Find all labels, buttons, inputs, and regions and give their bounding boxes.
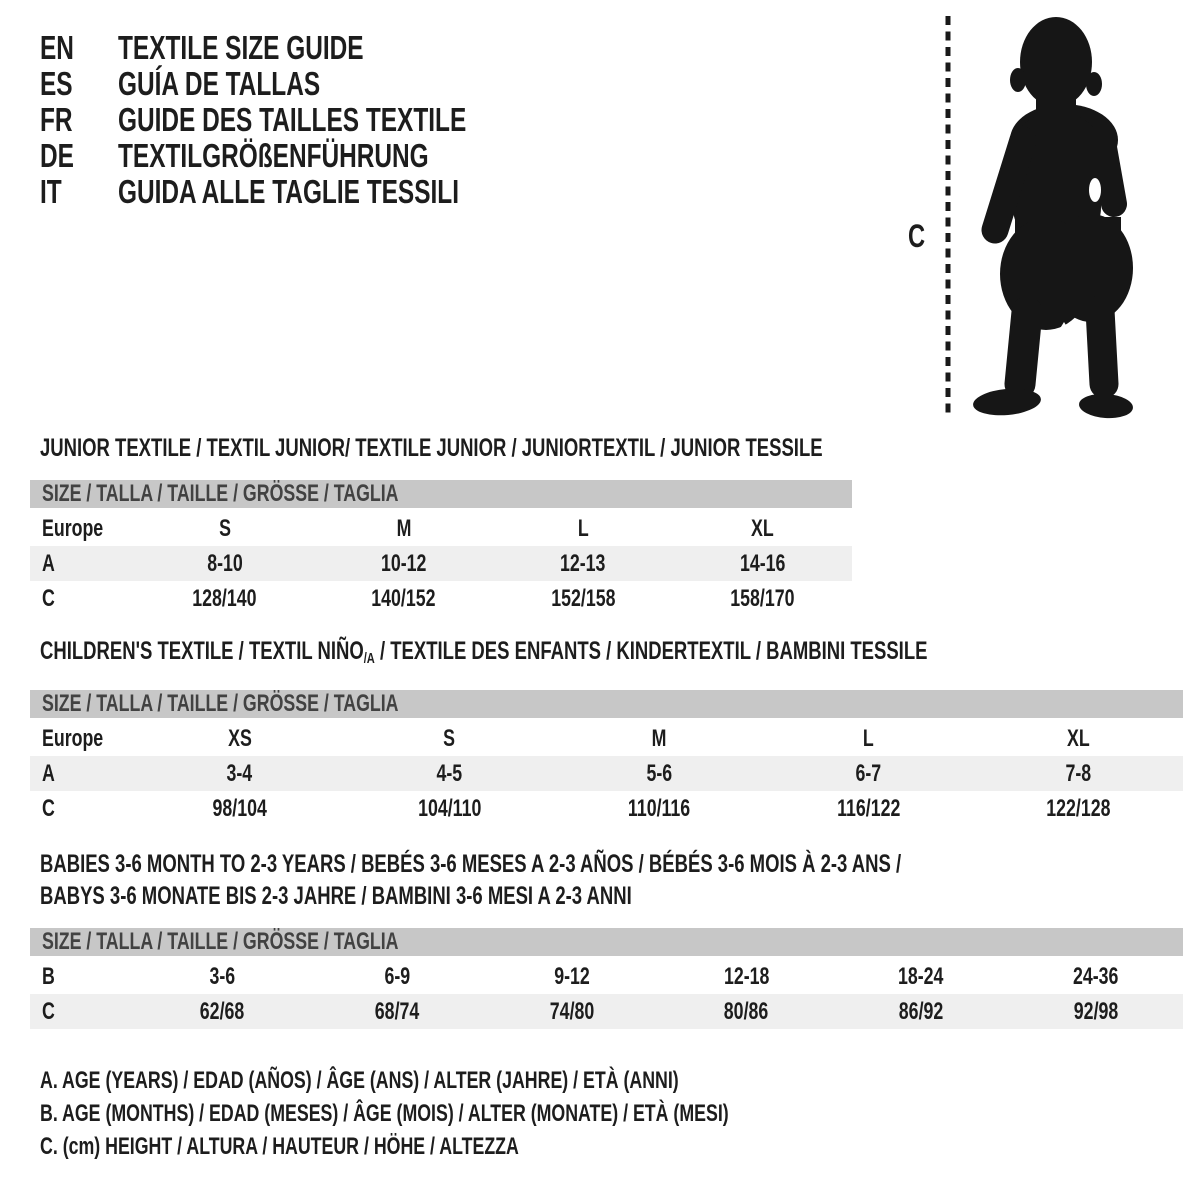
size-cell: L <box>577 514 589 542</box>
value-cell: 9-12 <box>553 962 590 990</box>
language-code: EN <box>40 29 74 66</box>
language-code: IT <box>40 173 62 210</box>
legend-height-text: C. (cm) HEIGHT / ALTURA / HAUTEUR / HÖHE / ALTEZZA <box>40 1132 519 1160</box>
children-size-table <box>30 690 1183 826</box>
size-cell: S <box>443 724 456 752</box>
table-row-age <box>30 756 1183 791</box>
language-row-de <box>40 138 589 174</box>
size-header-band <box>30 690 1183 718</box>
value-cell: 4-5 <box>436 759 463 787</box>
value-cell: 92/98 <box>1073 997 1118 1025</box>
size-cell: XL <box>1066 724 1090 752</box>
row-label: C <box>42 997 55 1025</box>
heading-subscript: /A <box>363 650 375 667</box>
section-heading-junior <box>40 434 1098 462</box>
legend <box>40 1064 971 1163</box>
value-cell: 62/68 <box>200 997 245 1025</box>
value-cell: 116/122 <box>836 794 901 822</box>
size-cell: L <box>863 724 874 752</box>
value-cell: 98/104 <box>212 794 267 822</box>
row-label: A <box>42 549 55 577</box>
size-cell: M <box>396 514 412 542</box>
row-label: B <box>42 962 55 990</box>
value-cell: 8-10 <box>206 549 243 577</box>
language-row-es <box>40 66 589 102</box>
row-label: A <box>42 759 55 787</box>
size-cell: XL <box>751 514 774 542</box>
section-heading-babies-line2: BABYS 3-6 MONATE BIS 2-3 JAHRE / BAMBINI 3-6 MESI A 2-3 ANNI <box>40 882 632 910</box>
language-title-list <box>40 30 589 210</box>
value-cell: 6-9 <box>384 962 410 990</box>
size-cell: XS <box>227 724 252 752</box>
table-row-age <box>30 546 852 581</box>
value-cell: 12-13 <box>560 549 606 577</box>
value-cell: 14-16 <box>739 549 786 577</box>
language-title: TEXTILE SIZE GUIDE <box>118 29 364 66</box>
value-cell: 152/158 <box>551 584 616 612</box>
value-cell: 68/74 <box>374 997 420 1025</box>
value-cell: 110/116 <box>627 794 691 822</box>
size-header-label: SIZE / TALLA / TAILLE / GRÖSSE / TAGLIA <box>42 480 399 507</box>
value-cell: 158/170 <box>730 584 795 612</box>
section-heading-children-text <box>40 637 927 669</box>
size-header-label: SIZE / TALLA / TAILLE / GRÖSSE / TAGLIA <box>42 928 399 955</box>
language-row-en <box>40 30 589 66</box>
language-row-it <box>40 174 589 210</box>
value-cell: 12-18 <box>723 962 770 990</box>
size-header-label: SIZE / TALLA / TAILLE / GRÖSSE / TAGLIA <box>42 690 399 717</box>
value-cell: 104/110 <box>417 794 482 822</box>
language-title: GUÍA DE TALLAS <box>118 65 321 102</box>
legend-age-years <box>40 1064 971 1097</box>
language-title: GUIDE DES TAILLES TEXTILE <box>118 101 467 138</box>
value-cell: 10-12 <box>381 549 427 577</box>
legend-age-months-text: B. AGE (MONTHS) / EDAD (MESES) / ÂGE (MOIS) / ALTER (MONATE) / ETÀ (MESI) <box>40 1099 729 1127</box>
language-code: DE <box>40 137 74 174</box>
value-cell: 3-6 <box>209 962 236 990</box>
value-cell: 86/92 <box>898 997 944 1025</box>
language-title: TEXTILGRÖßENFÜHRUNG <box>118 137 429 174</box>
legend-age-months <box>40 1097 971 1130</box>
section-heading-babies-line1: BABIES 3-6 MONTH TO 2-3 YEARS / BEBÉS 3-6 MESES A 2-3 AÑOS / BÉBÉS 3-6 MOIS À 2-3 ANS / <box>40 850 902 878</box>
table-row-months <box>30 959 1183 994</box>
junior-size-table <box>30 480 852 616</box>
table-row-height <box>30 791 1183 826</box>
row-label: C <box>42 794 55 822</box>
value-cell: 7-8 <box>1065 759 1092 787</box>
table-row-height <box>30 994 1183 1029</box>
value-cell: 6-7 <box>855 759 882 787</box>
heading-part: CHILDREN'S TEXTILE / TEXTIL NIÑO <box>40 637 364 665</box>
value-cell: 5-6 <box>646 759 672 787</box>
height-measure-label: C <box>908 218 926 254</box>
section-heading-children <box>40 637 1200 669</box>
legend-age-years-text: A. AGE (YEARS) / EDAD (AÑOS) / ÂGE (ANS) / ALTER (JAHRE) / ETÀ (ANNI) <box>40 1066 679 1094</box>
value-cell: 140/152 <box>371 584 436 612</box>
heading-part: / TEXTILE DES ENFANTS / KINDERTEXTIL / BAMBINI TESSILE <box>374 637 928 665</box>
value-cell: 24-36 <box>1072 962 1119 990</box>
height-measure-line <box>945 16 951 416</box>
section-heading-babies <box>40 848 1200 912</box>
table-row-height <box>30 581 852 616</box>
value-cell: 74/80 <box>549 997 594 1025</box>
size-cell: S <box>218 514 231 542</box>
toddler-silhouette-icon <box>963 12 1143 420</box>
legend-height <box>40 1130 971 1163</box>
value-cell: 122/128 <box>1046 794 1111 822</box>
language-code: ES <box>40 65 73 102</box>
table-row-europe <box>30 721 1183 756</box>
row-label: Europe <box>42 724 104 752</box>
size-header-band <box>30 480 852 508</box>
section-heading-junior-text: JUNIOR TEXTILE / TEXTIL JUNIOR/ TEXTILE JUNIOR / JUNIORTEXTIL / JUNIOR TESSILE <box>40 434 823 462</box>
language-title: GUIDA ALLE TAGLIE TESSILI <box>118 173 459 210</box>
language-row-fr <box>40 102 589 138</box>
row-label: Europe <box>42 514 104 542</box>
table-row-europe <box>30 511 852 546</box>
value-cell: 128/140 <box>192 584 257 612</box>
size-cell: M <box>651 724 667 752</box>
value-cell: 18-24 <box>898 962 944 990</box>
size-header-band <box>30 928 1183 956</box>
row-label: C <box>42 584 55 612</box>
value-cell: 3-4 <box>226 759 253 787</box>
value-cell: 80/86 <box>724 997 769 1025</box>
babies-size-table <box>30 928 1183 1029</box>
language-code: FR <box>40 101 73 138</box>
